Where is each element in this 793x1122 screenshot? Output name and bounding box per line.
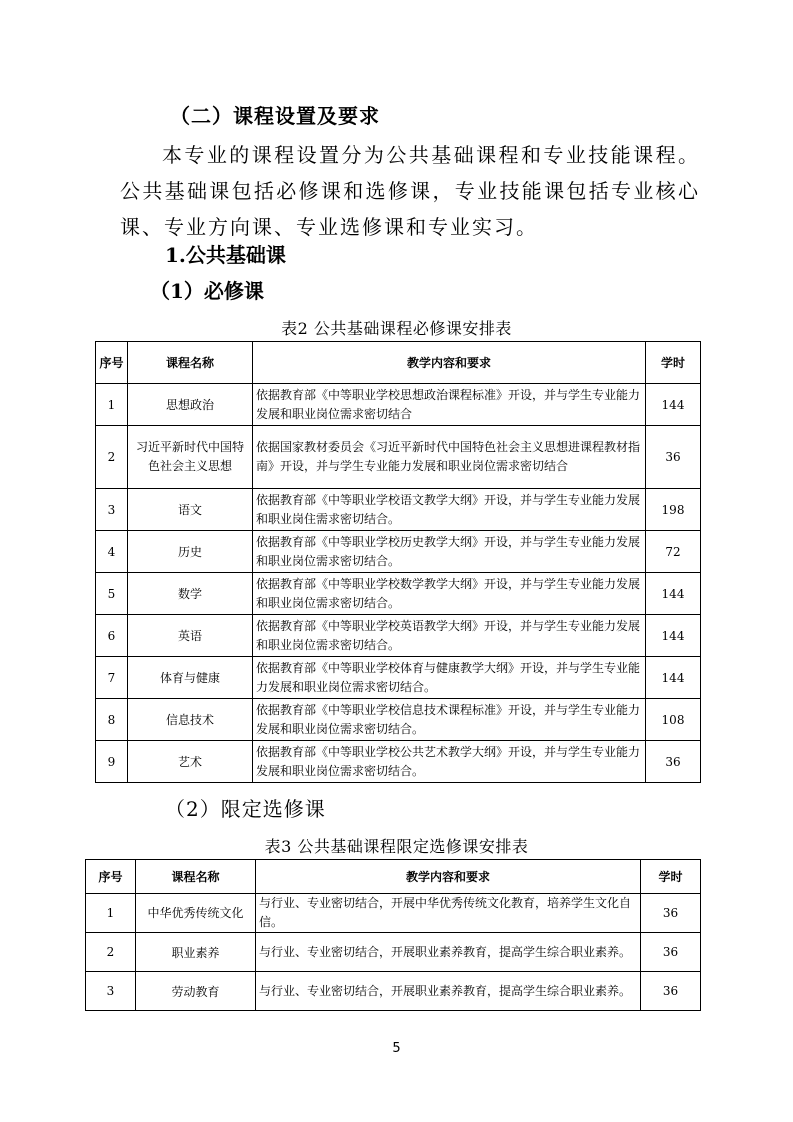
cell-content: 依据教育部《中等职业学校思想政治课程标准》开设，并与学生专业能力发展和职业岗位需求密切结合 (253, 384, 646, 426)
cell-hours: 108 (646, 699, 701, 741)
header-no: 序号 (86, 860, 136, 894)
table-row (96, 489, 701, 531)
table-row (96, 531, 701, 573)
cell-content: 依据教育部《中等职业学校语文教学大纲》开设，并与学生专业能力发展和职业岗住需求密切结合。 (253, 489, 646, 531)
cell-course-name: 艺术 (128, 741, 253, 783)
section-title: （二）课程设置及要求 (170, 104, 380, 128)
cell-no: 3 (96, 489, 128, 531)
header-hours: 学时 (641, 860, 701, 894)
cell-no: 1 (96, 384, 128, 426)
cell-hours: 36 (646, 741, 701, 783)
cell-course-name: 中华优秀传统文化 (136, 894, 256, 933)
table-row (96, 426, 701, 489)
cell-no: 2 (86, 933, 136, 972)
cell-hours: 144 (646, 384, 701, 426)
table-row (86, 933, 701, 972)
page-number: 5 (392, 1041, 401, 1056)
intro-paragraph (120, 137, 700, 245)
table-row (86, 894, 701, 933)
cell-hours: 36 (641, 972, 701, 1011)
cell-hours: 198 (646, 489, 701, 531)
cell-hours: 72 (646, 531, 701, 573)
cell-content: 依据教育部《中等职业学校信息技术课程标准》开设，并与学生专业能力发展和职业岗位需求密切结合。 (253, 699, 646, 741)
header-content: 教学内容和要求 (253, 342, 646, 384)
cell-hours: 144 (646, 615, 701, 657)
table-row (96, 741, 701, 783)
header-no: 序号 (96, 342, 128, 384)
cell-course-name: 数学 (128, 573, 253, 615)
header-course-name: 课程名称 (136, 860, 256, 894)
cell-no: 1 (86, 894, 136, 933)
intro-first-line: 本专业的课程设置分为公共基础课程和专业技能课程。 (162, 143, 700, 167)
header-hours: 学时 (646, 342, 701, 384)
cell-course-name: 劳动教育 (136, 972, 256, 1011)
table-header-row (86, 860, 701, 894)
cell-course-name: 职业素养 (136, 933, 256, 972)
cell-course-name: 历史 (128, 531, 253, 573)
cell-no: 4 (96, 531, 128, 573)
cell-no: 8 (96, 699, 128, 741)
table-row (96, 657, 701, 699)
cell-hours: 36 (641, 933, 701, 972)
limited-electives-table (85, 859, 701, 1011)
cell-no: 2 (96, 426, 128, 489)
cell-content: 依据教育部《中等职业学校体育与健康教学大纲》开设，并与学生专业能力发展和职业岗位需求密切结合。 (253, 657, 646, 699)
cell-hours: 36 (641, 894, 701, 933)
header-course-name: 课程名称 (128, 342, 253, 384)
cell-course-name: 信息技术 (128, 699, 253, 741)
cell-hours: 144 (646, 657, 701, 699)
intro-rest: 公共基础课包括必修课和选修课，专业技能课包括专业核心课、专业方向课、专业选修课和专业实习。 (120, 179, 700, 239)
cell-course-name: 思想政治 (128, 384, 253, 426)
cell-content: 依据教育部《中等职业学校公共艺术教学大纲》开设，并与学生专业能力发展和职业岗位需求密切结合。 (253, 741, 646, 783)
table3-caption: 表3 公共基础课程限定选修课安排表 (264, 837, 529, 856)
table-row (96, 699, 701, 741)
table2-caption: 表2 公共基础课程必修课安排表 (281, 319, 512, 338)
table-row (86, 972, 701, 1011)
cell-course-name: 语文 (128, 489, 253, 531)
header-content: 教学内容和要求 (256, 860, 641, 894)
cell-no: 7 (96, 657, 128, 699)
cell-hours: 144 (646, 573, 701, 615)
cell-course-name: 英语 (128, 615, 253, 657)
cell-no: 3 (86, 972, 136, 1011)
cell-hours: 36 (646, 426, 701, 489)
cell-no: 5 (96, 573, 128, 615)
cell-content: 与行业、专业密切结合，开展职业素养教育，提高学生综合职业素养。 (256, 972, 641, 1011)
subheading-limited-electives: （2）限定选修课 (165, 797, 326, 821)
cell-content: 与行业、专业密切结合，开展中华优秀传统文化教育，培养学生文化自信。 (256, 894, 641, 933)
subheading-required-courses: （1）必修课 (150, 279, 264, 303)
table-row (96, 615, 701, 657)
cell-no: 9 (96, 741, 128, 783)
table-header-row (96, 342, 701, 384)
cell-no: 6 (96, 615, 128, 657)
cell-course-name: 体育与健康 (128, 657, 253, 699)
cell-content: 依据教育部《中等职业学校数学教学大纲》开设，并与学生专业能力发展和职业岗位需求密切结合。 (253, 573, 646, 615)
cell-course-name: 习近平新时代中国特色社会主义思想 (128, 426, 253, 489)
cell-content: 依据国家教材委员会《习近平新时代中国特色社会主义思想进课程教材指南》开设，并与学生专业能力发展和职业岗位需求密切结合 (253, 426, 646, 489)
cell-content: 依据教育部《中等职业学校历史教学大纲》开设，并与学生专业能力发展和职业岗位需求密切结合。 (253, 531, 646, 573)
cell-content: 与行业、专业密切结合，开展职业素养教育，提高学生综合职业素养。 (256, 933, 641, 972)
table-row (96, 573, 701, 615)
required-courses-table (95, 341, 701, 783)
cell-content: 依据教育部《中等职业学校英语教学大纲》开设，并与学生专业能力发展和职业岗位需求密切结合。 (253, 615, 646, 657)
subheading-public-basic-courses: 1.公共基础课 (165, 243, 286, 267)
table-row (96, 384, 701, 426)
